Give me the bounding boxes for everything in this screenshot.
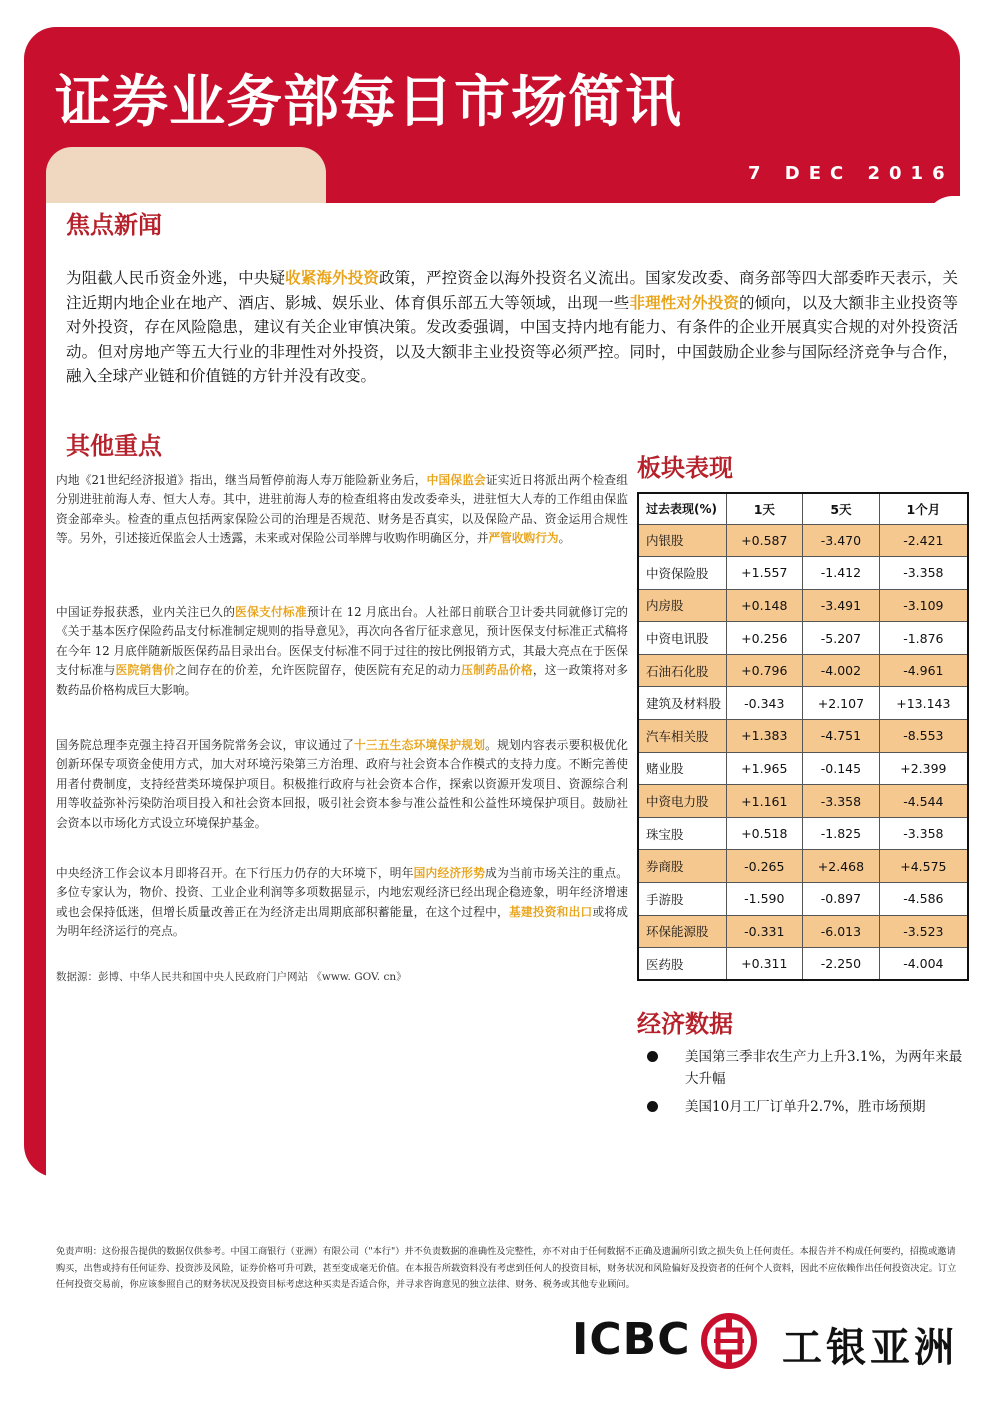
value-cell: -0.265 [726, 850, 803, 883]
sector-name-cell: 手游股 [638, 883, 726, 916]
text-run: 或将成为明年经济运行的亮点。 [56, 904, 628, 939]
news-paragraph-3 [56, 736, 628, 833]
table-row [638, 720, 968, 753]
sector-name-cell: 汽车相关股 [638, 720, 726, 753]
sector-name-cell: 珠宝股 [638, 817, 726, 850]
text-run: 之间存在的价差，允许医院留存，使医院有充足的动力 [175, 663, 462, 678]
column-header: 5天 [803, 493, 880, 524]
list-item-text: 美国10月工厂订单升2.7%，胜市场预期 [685, 1099, 926, 1115]
value-cell: -3.358 [803, 785, 880, 818]
sector-name-cell: 内房股 [638, 589, 726, 622]
value-cell: +0.256 [726, 622, 803, 655]
value-cell: +0.148 [726, 589, 803, 622]
value-cell: -0.897 [803, 883, 880, 916]
value-cell: +1.383 [726, 720, 803, 753]
value-cell: -4.004 [879, 948, 968, 981]
value-cell: -3.523 [879, 915, 968, 948]
value-cell: -1.825 [803, 817, 880, 850]
value-cell: +0.518 [726, 817, 803, 850]
data-source: 数据源：彭博、中华人民共和国中央人民政府门户网站 《www. GOV. cn》 [56, 971, 407, 983]
table-row [638, 524, 968, 557]
column-header: 1天 [726, 493, 803, 524]
table-row [638, 850, 968, 883]
text-run: 国务院总理李克强主持召开国务院常务会议，审议通过了 [56, 738, 355, 752]
icbc-mark-icon [700, 1312, 758, 1370]
disclaimer: 免责声明：这份报告提供的数据仅供参考。中国工商银行（亚洲）有限公司（"本行"）并不负责数据的准确性及完整性，亦不对由于任何数据不正确及遗漏所引致之损失负上任何责任。本报告并不构成任何要约，招揽或邀请购买，出售或持有任何证券、投资涉及风险，证券价格可升可跌，甚至变成毫无价值。在本报告所载资料没有考虑到任何人的投资目标，财务状况和风险偏好及投资者的任何个人资料，因此不应依赖作出任何投资决定。订立任何投资交易前，你应该参照自己的财务状况及投资目标考虑这种买卖是否适合你，并寻求咨询意见的独立法律、财务、税务或其他专业顾问。 [56, 1246, 957, 1290]
value-cell: +2.468 [803, 850, 880, 883]
icbc-logo [572, 1312, 962, 1372]
value-cell: +1.965 [726, 752, 803, 785]
column-header: 1个月 [879, 493, 968, 524]
report-date: 7 DEC 2016 [748, 163, 954, 184]
value-cell: -0.343 [726, 687, 803, 720]
value-cell: -3.109 [879, 589, 968, 622]
text-run: 。 [558, 531, 571, 546]
highlight: 压制药品价格 [461, 663, 533, 678]
text-run: 证实近日将派出两个检查组分别进驻前海人寿、恒大人寿。其中，进驻前海人寿的检查组将由发改委牵头，进驻恒大人寿的工作组由保监资金部牵头。检查的重点包括两家保险公司的治理是否规范、财务是否真实，以及保险产品、资金运用合规性等。另外，引述接近保监会人士透露，未来或对保险公司举牌与收购作明确区分，并 [56, 473, 628, 546]
focus-paragraph [66, 266, 958, 389]
list-item [647, 1046, 967, 1090]
sector-name-cell: 环保能源股 [638, 915, 726, 948]
news-paragraph-1 [56, 471, 628, 549]
text-run: 预计在 12 月底出台。人社部日前联合卫计委共同就修订完的《关于基本医疗保险药品支付标准制定规则的指导意见》，再次向各省厅征求意见，预计医保支付标准正式稿将在今年 12 月底伴随新版医保药品目录出台。医保支付标准不同于过往的按比例报销方式，其最大亮点在于医保支付标准与 [56, 605, 628, 678]
value-cell: -6.013 [803, 915, 880, 948]
text-run: 。规划内容表示要积极优化创新环保专项资金使用方式，加大对环境污染第三方治理、政府与社会资本合作模式的支持力度。不断完善使用者付费制度，支持经营类环境保护项目。积极推行政府与社会资本合作，探索以资源开发项目、资源综合利用等收益弥补污染防治项目投入和社会资本回报，吸引社会资本参与准公益性和公益性环境保护项目。鼓励社会资本以市场化方式设立环境保护基金。 [56, 738, 628, 830]
highlight: 基建投资和出口 [508, 904, 593, 919]
sector-name-cell: 内银股 [638, 524, 726, 557]
value-cell: -4.586 [879, 883, 968, 916]
bullet-icon [647, 1101, 658, 1112]
sector-name-cell: 中资电讯股 [638, 622, 726, 655]
highlight: 中国保监会 [426, 473, 486, 487]
value-cell: -1.412 [803, 557, 880, 590]
table-row [638, 915, 968, 948]
value-cell: +0.796 [726, 654, 803, 687]
value-cell: -5.207 [803, 622, 880, 655]
highlight: 医院销售价 [115, 663, 176, 678]
value-cell: -1.590 [726, 883, 803, 916]
highlight: 收紧海外投资 [285, 268, 380, 287]
table-header-row [638, 493, 968, 524]
value-cell: +13.143 [879, 687, 968, 720]
sector-name-cell: 券商股 [638, 850, 726, 883]
sector-table [637, 492, 969, 981]
economy-heading: 经济数据 [637, 1010, 733, 1038]
value-cell: -0.331 [726, 915, 803, 948]
list-item [647, 1096, 967, 1118]
sector-name-cell: 中资电力股 [638, 785, 726, 818]
economy-list [647, 1046, 967, 1124]
tab-body [46, 203, 960, 243]
sector-name-cell: 医药股 [638, 948, 726, 981]
text-run: 成为当前市场关注的重点。多位专家认为，物价、投资、工业企业利润等多项数据显示，内地宏观经济已经出现企稳迹象，明年经济增速或也会保持低迷，但增长质量改善正在为经济走出周期底部积蓄能量，在这个过程中， [56, 866, 628, 919]
table-row [638, 557, 968, 590]
sector-name-cell: 中资保险股 [638, 557, 726, 590]
news-paragraph-4 [56, 864, 628, 942]
text-run: 中央经济工作会议本月即将召开。在下行压力仍存的大环境下，明年 [56, 866, 414, 880]
value-cell: +0.587 [726, 524, 803, 557]
page-title: 证券业务部每日市场简讯 [55, 70, 682, 135]
focus-heading: 焦点新闻 [66, 211, 162, 239]
value-cell: +1.557 [726, 557, 803, 590]
value-cell: -3.470 [803, 524, 880, 557]
table-row [638, 622, 968, 655]
list-item-text: 美国第三季非农生产力上升3.1%，为两年来最大升幅 [685, 1049, 963, 1087]
value-cell: -3.358 [879, 557, 968, 590]
table-row [638, 785, 968, 818]
sector-name-cell: 石油石化股 [638, 654, 726, 687]
table-row [638, 948, 968, 981]
sector-heading: 板块表现 [637, 454, 733, 482]
value-cell: +2.107 [803, 687, 880, 720]
table-row [638, 817, 968, 850]
highlight: 十三五生态环境保护规划 [354, 738, 486, 752]
highlight: 严管收购行为 [488, 531, 559, 546]
value-cell: -4.544 [879, 785, 968, 818]
value-cell: -2.250 [803, 948, 880, 981]
text-run: 为阻截人民币资金外逃，中央疑 [66, 269, 286, 287]
value-cell: +1.161 [726, 785, 803, 818]
value-cell: +2.399 [879, 752, 968, 785]
text-run: 内地《21世纪经济报道》指出，继当局暂停前海人寿万能险新业务后， [56, 473, 427, 487]
bullet-icon [647, 1051, 658, 1062]
sector-name-cell: 赌业股 [638, 752, 726, 785]
news-paragraph-2 [56, 603, 628, 700]
value-cell: -3.358 [879, 817, 968, 850]
table-row [638, 752, 968, 785]
text-run: ，这一政策将对多数药品价格构成巨大影响。 [56, 663, 628, 697]
sector-name-cell: 建筑及材料股 [638, 687, 726, 720]
table-row [638, 589, 968, 622]
value-cell: +0.311 [726, 948, 803, 981]
highlight: 非理性对外投资 [629, 292, 739, 312]
table-row [638, 687, 968, 720]
text-run: 政策，严控资金以海外投资名义流出。国家发改委、商务部等四大部委昨天表示，关注近期内地企业在地产、酒店、影城、娱乐业、体育俱乐部五大等领域，出现一些 [66, 269, 958, 312]
value-cell: -8.553 [879, 720, 968, 753]
text-run: 中国证券报获悉，业内关注已久的 [56, 605, 236, 619]
column-header: 过去表现(%) [638, 493, 726, 524]
value-cell: -0.145 [803, 752, 880, 785]
highlight: 国内经济形势 [413, 866, 486, 880]
value-cell: -1.876 [879, 622, 968, 655]
logo-wordmark: ICBC [572, 1314, 691, 1365]
value-cell: -3.491 [803, 589, 880, 622]
table-row [638, 883, 968, 916]
value-cell: -4.002 [803, 654, 880, 687]
text-run: 的倾向，以及大额非主业投资等对外投资，存在风险隐患，建议有关企业审慎决策。发改委强调，中国支持内地有能力、有条件的企业开展真实合规的对外投资活动。但对房地产等五大行业的非理性对外投资，以及大额非主业投资等必须严控。同时，中国鼓励企业参与国际经济竞争与合作，融入全球产业链和价值链的方针并没有改变。 [66, 293, 958, 386]
logo-chinese-name: 工银亚洲 [782, 1325, 958, 1371]
value-cell: -4.961 [879, 654, 968, 687]
others-heading: 其他重点 [66, 432, 162, 460]
highlight: 医保支付标准 [235, 605, 307, 619]
table-row [638, 654, 968, 687]
value-cell: +4.575 [879, 850, 968, 883]
value-cell: -4.751 [803, 720, 880, 753]
value-cell: -2.421 [879, 524, 968, 557]
